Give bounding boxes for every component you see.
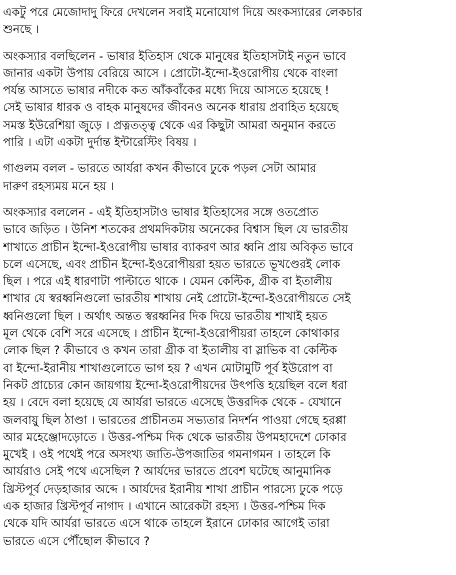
text-line: মুখেই । ওই পথেই পরে অসংখ্য জাতি-উপজাতির গমনাগমন । তাহলে কি	[3, 447, 331, 462]
paragraph-3	[3, 160, 450, 195]
text-line: থেকে যদি আর্যরা ভারতে এসে থাকে তাহলে ইরানে ঢোকার আগেই তারা	[3, 516, 330, 531]
text-line: অংকস্যার বললেন - এই ইতিহাসটাও ভাষার ইতিহাসের সঙ্গে ওতপ্রোত	[3, 204, 319, 219]
text-line: নিকট প্রাচ্যের কোন জায়গায় ইন্দো-ইওরোপীয়দের উৎপত্তি হয়েছিল বলে ধরা	[3, 377, 348, 392]
text-line: শুনছে ।	[3, 22, 40, 37]
text-line: খ্রিস্টপূর্ব দেড়হাজার অব্দে । আর্যদের ইরানীয় শাখা প্রাচীন পারস্যে ঢুকে পড়ে	[3, 481, 343, 496]
paragraph-1	[3, 4, 450, 39]
paragraph-gap	[3, 39, 450, 48]
text-line: পর্যন্ত আসতে ভাষার নদীকে কত আঁকবাঁকের মধ্যে দিয়ে আসতে হয়েছে !	[3, 83, 330, 98]
text-line: ভাবে জড়িত । উনিশ শতকের প্রথমদিকটায় অনেকের বিশ্বাস ছিল যে ভারতীয়	[3, 222, 349, 237]
text-line: মূল থেকে বেশি সরে এসেছে । প্রাচীন ইন্দো-ইওরোপীয়রা তাহলে কোথাকার	[3, 326, 340, 341]
text-line: হয় । বেদে বলা হয়েছে যে আর্যরা ভারতে এসেছে উত্তরদিক থেকে - যেখানে	[3, 395, 342, 410]
text-line: আর্যরাও সেই পথে এসেছিল ? আর্যদের ভারতে প্রবেশ ঘটেছে আনুমানিক	[3, 464, 331, 479]
text-line: শাখাতে প্রাচীন ইন্দো-ইওরোপীয় ভাষার ব্যাকরণ আর ধ্বনি প্রায় অবিকৃত ভাবে	[3, 239, 354, 254]
paragraph-gap	[3, 151, 450, 160]
text-line: গাগুলম বলল - ভারতে আর্যরা কখন কীভাবে ঢুকে পড়ল সেটা আমার	[3, 161, 317, 176]
text-line: সেই ভাষার ধারক ও বাহক মানুষদের জীবনও অনেক ধারায় প্রবাহিত হয়েছে	[3, 100, 339, 115]
paragraph-4	[3, 204, 450, 550]
text-line: সমস্ত ইউরেশিয়া জুড়ে । প্রত্নতত্ত্ব থেকে এর কিছুটা আমরা অনুমান করতে	[3, 117, 336, 132]
text-line: আর মহেঞ্জোদড়োতে । উত্তর-পশ্চিম দিক থেকে ভারতীয় উপমহাদেশে ঢোকার	[3, 429, 347, 444]
text-line: জলবায়ু ছিল ঠাণ্ডা । ভারতের প্রাচীনতম সভ্যতার নিদর্শন পাওয়া গেছে হরপ্পা	[3, 412, 347, 427]
text-line: এক হাজার খ্রিস্টপূর্ব নাগাদ । এখানে আরেকটা রহস্য । উত্তর-পশ্চিম দিক	[3, 499, 326, 514]
text-line: ছিল । পরে এই ধারণাটা পাল্টাতে থাকে । যেমন কেল্টিক, গ্রীক বা ইতালীয়	[3, 274, 333, 289]
text-line: বা ইন্দো-ইরানীয় শাখাগুলোতে ভাগ হয় ? এখন মোটামুটি পূর্ব ইউরোপ বা	[3, 360, 333, 375]
text-line: দারুণ রহস্যময় মনে হয় ।	[3, 178, 115, 193]
text-line: অংকস্যার বলছিলেন - ভাষার ইতিহাস থেকে মানুষের ইতিহাসটাই নতুন ভাবে	[3, 48, 347, 63]
text-line: জানার একটা উপায় বেরিয়ে আসে । প্রোটো-ইন্দো-ইওরোপীয় থেকে বাংলা	[3, 65, 338, 80]
paragraph-gap	[3, 195, 450, 204]
text-line: লোক ছিল ? কীভাবে ও কখন তারা গ্রীক বা ইতালীয় বা স্লাভিক বা কেল্টিক	[3, 343, 338, 358]
text-line: ধ্বনিগুলো ছিল । অর্থাৎ অন্তত স্বরধ্বনির দিক দিয়ে ভারতীয় শাখাই হয়ত	[3, 308, 328, 323]
text-line: ভারতে এসে পৌঁছোল কীভাবে ?	[3, 533, 150, 548]
text-line: একটু পরে মেজোদাদু ফিরে দেখলেন সবাই মনোযোগ দিয়ে অংকস্যারের লেকচার	[3, 5, 363, 19]
text-line: পারি । এটা একটা দুর্দান্ত ইন্টারেস্টিং বিষয় ।	[3, 135, 197, 150]
paragraph-2	[3, 48, 450, 152]
text-line: শাখার যে স্বরধ্বনিগুলো ভারতীয় শাখায় নেই প্রোটো-ইন্দো-ইওরোপীয়তে সেই	[3, 291, 351, 306]
text-line: চলে এসেছে, এবং প্রাচীন ইন্দো-ইওরোপীয়রা হয়ত ভারতে ভূখণ্ডেরই লোক	[3, 256, 341, 271]
